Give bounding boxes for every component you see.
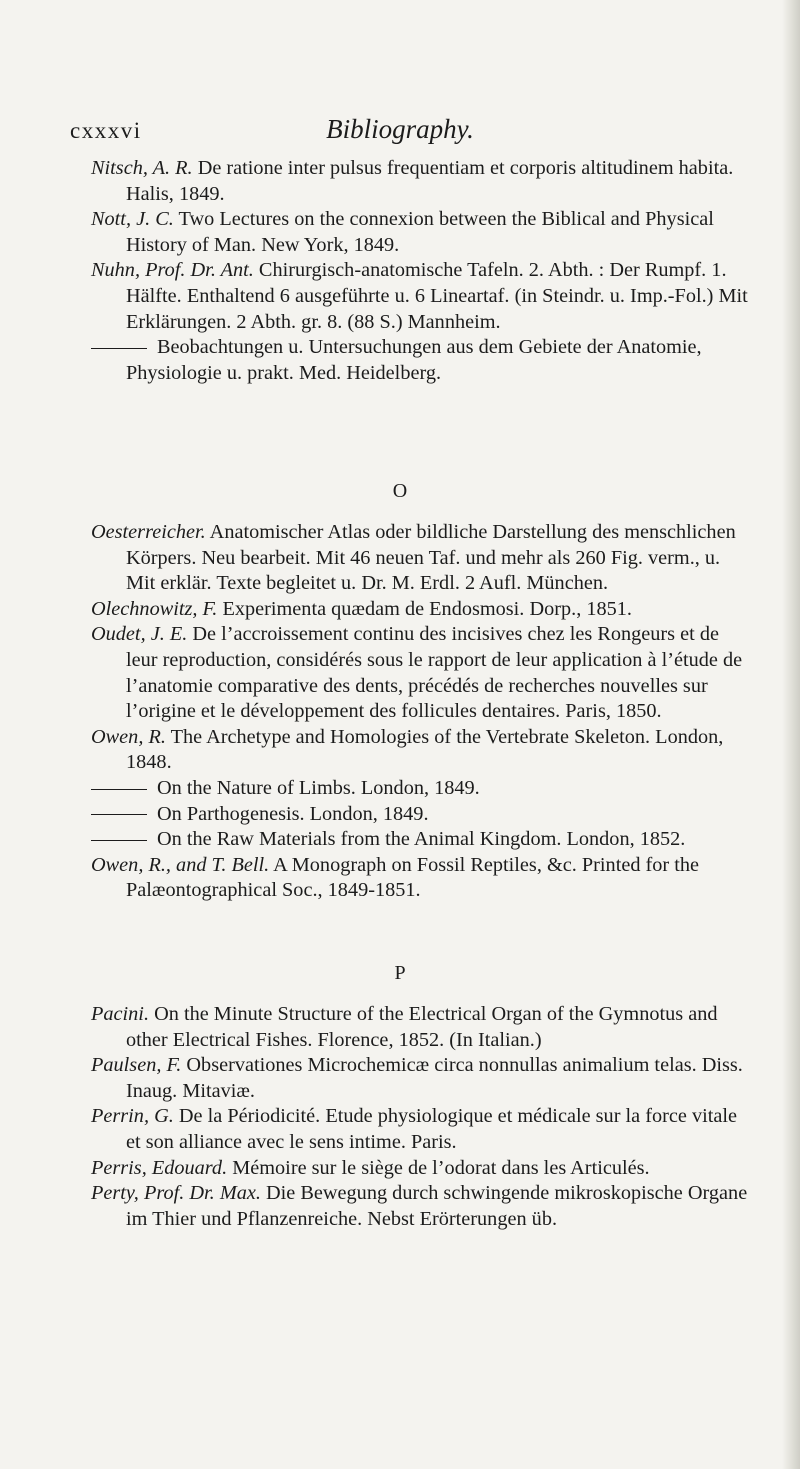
entry-author: Owen, R., and T. Bell. xyxy=(91,853,270,876)
entry-nuhn-2 xyxy=(91,335,753,386)
ditto-dash xyxy=(91,789,147,790)
ditto-dash xyxy=(91,348,147,349)
running-title: Bibliography. xyxy=(326,114,474,144)
entry-text: De l’accroissement continu des incisives chez les Rongeurs et de leur reproduction, considérés sous le rapport de leur application à l’étude de l’anatomie comparative des dents, précédés de recherches nouvelles sur l’origine et le développement des follicules dentaires. Paris, 1850. xyxy=(126,623,743,723)
entry-author: Oudet, J. E. xyxy=(91,623,188,646)
entry-text: De la Périodicité. Etude physiologique et médicale sur la force vitale et son alliance avec le sens intime. Paris. xyxy=(126,1105,737,1153)
entry-nitsch xyxy=(91,156,753,207)
entry-author: Perty, Prof. Dr. Max. xyxy=(91,1182,261,1205)
entry-owen-2 xyxy=(91,776,753,802)
section-p xyxy=(91,1002,753,1232)
entry-author: Pacini. xyxy=(91,1003,150,1025)
ditto-dash xyxy=(91,840,147,841)
entry-author: Nitsch, A. R. xyxy=(91,157,193,179)
entry-owen xyxy=(91,725,753,776)
entry-author: Nott, J. C. xyxy=(91,208,174,231)
entry-nott xyxy=(91,207,753,258)
entry-text: Chirurgisch-anatomische Tafeln. 2. Abth. : Der Rumpf. 1. Hälfte. Enthaltend 6 ausgeführte u. 6 Lineartaf. (in Steindr. u. Imp.-Fol.) Mit Erklärungen. 2 Abth. gr. 8. (88 S.) Mannheim. xyxy=(126,259,748,333)
page-edge-shadow xyxy=(782,0,800,1469)
page-header xyxy=(70,114,730,148)
entry-owen-3 xyxy=(91,802,753,828)
entry-text: On the Nature of Limbs. London, 1849. xyxy=(157,776,480,799)
entry-pacini xyxy=(91,1002,753,1053)
entry-author: Owen, R. xyxy=(91,725,166,748)
entry-text: Mémoire sur le siège de l’odorat dans les Articulés. xyxy=(232,1156,650,1179)
entry-perris xyxy=(91,1156,753,1182)
entry-text: On Parthogenesis. London, 1849. xyxy=(157,802,429,825)
entry-text: Experimenta quædam de Endosmosi. Dorp., 1851. xyxy=(222,597,632,620)
entry-text: A Monograph on Fossil Reptiles, &c. Printed for the Palæontographical Soc., 1849-1851. xyxy=(126,853,700,902)
entry-oudet xyxy=(91,622,753,724)
entry-paulsen xyxy=(91,1053,753,1104)
entry-text: Anatomischer Atlas oder bildliche Darstellung des menschlichen Körpers. Neu bearbeit. Mit 46 neuen Taf. und mehr als 260 Fig. verm., u. Mit erklär. Texte begleitet u. Dr. M. Erdl. 2 Aufl. München. xyxy=(126,521,736,595)
entry-olechnowitz xyxy=(91,597,753,623)
entry-owen-4 xyxy=(91,827,753,853)
entry-author: Perris, Edouard. xyxy=(91,1156,228,1179)
ditto-dash xyxy=(91,814,147,815)
section-letter-o: O xyxy=(392,480,408,502)
page-number: cxxxvi xyxy=(70,118,142,143)
entry-text: Observationes Microchemicæ circa nonnullas animalium telas. Diss. Inaug. Mitaviæ. xyxy=(126,1054,743,1102)
entry-nuhn xyxy=(91,258,753,335)
entry-text: Die Bewegung durch schwingende mikroskopische Organe im Thier und Pflanzenreiche. Nebst Erörterungen üb. xyxy=(126,1182,748,1230)
entry-text: Beobachtungen u. Untersuchungen aus dem Gebiete der Anatomie, Physiologie u. prakt. Med. Heidelberg. xyxy=(126,336,702,384)
entry-author: Paulsen, F. xyxy=(91,1054,182,1077)
entry-oesterreicher xyxy=(91,520,753,597)
section-n xyxy=(91,156,753,386)
entry-author: Olechnowitz, F. xyxy=(91,597,218,620)
entry-text: On the Minute Structure of the Electrical Organ of the Gymnotus and other Electrical Fishes. Florence, 1852. (In Italian.) xyxy=(126,1003,718,1051)
entry-text: Two Lectures on the connexion between the Biblical and Physical History of Man. New York, 1849. xyxy=(126,208,714,256)
entry-perrin xyxy=(91,1104,753,1155)
entry-text: De ratione inter pulsus frequentiam et corporis altitudinem habita. Halis, 1849. xyxy=(126,157,734,205)
entry-text: On the Raw Materials from the Animal Kingdom. London, 1852. xyxy=(157,828,686,851)
section-o xyxy=(91,520,753,904)
entry-author: Perrin, G. xyxy=(91,1105,174,1128)
section-letter-p: P xyxy=(394,962,406,984)
entry-text: The Archetype and Homologies of the Vertebrate Skeleton. London, 1848. xyxy=(126,725,724,774)
entry-owen-bell xyxy=(91,853,753,904)
entry-author: Oesterreicher. xyxy=(91,521,206,543)
entry-perty xyxy=(91,1181,753,1232)
entry-author: Nuhn, Prof. Dr. Ant. xyxy=(91,259,254,282)
